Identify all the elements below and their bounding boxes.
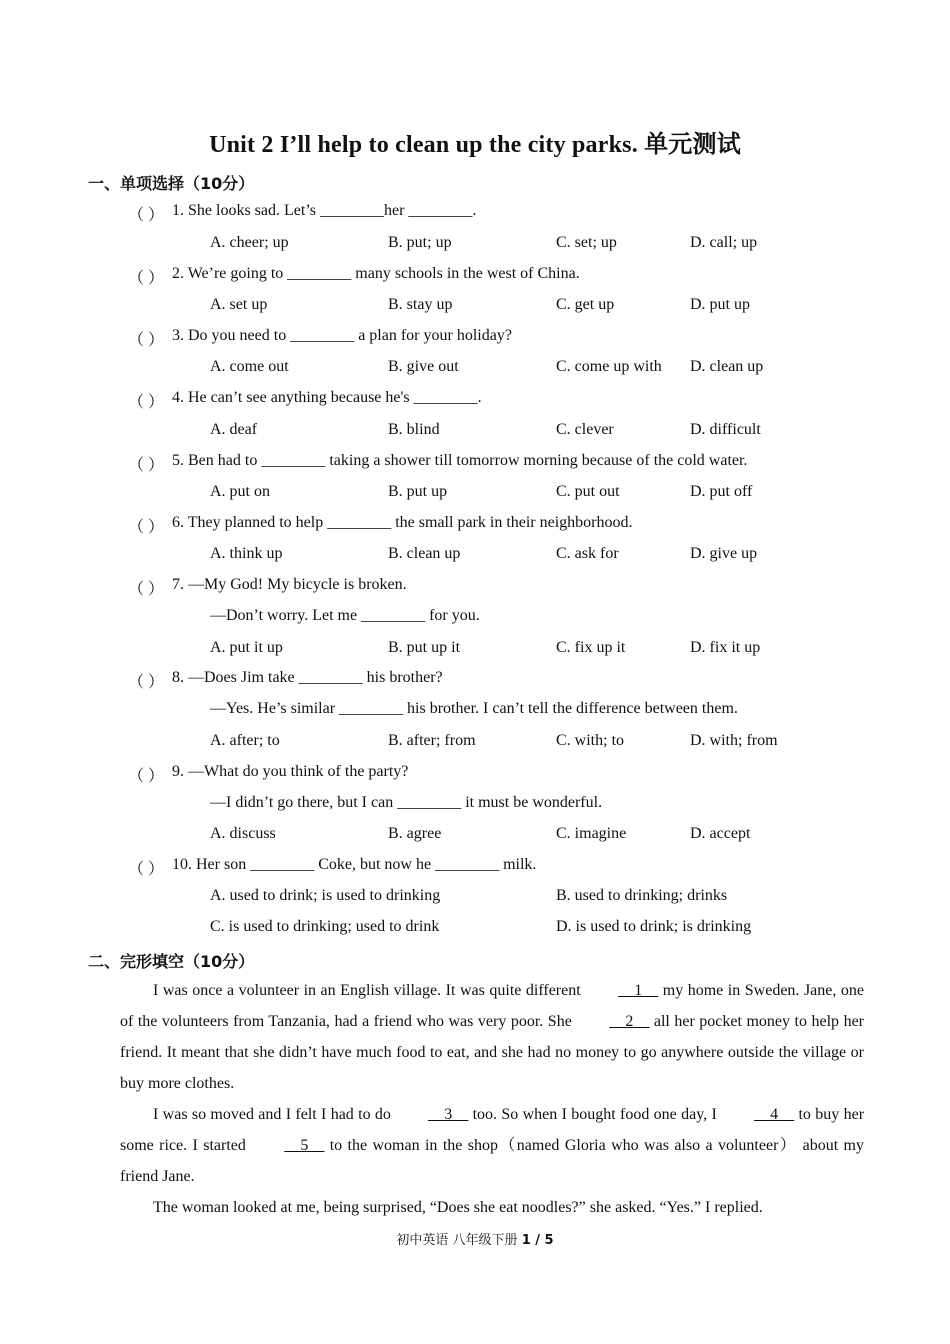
- question-stem: 1. She looks sad. Let’s ________her ________.: [172, 202, 477, 219]
- option-a: A. put on: [210, 483, 270, 500]
- option-a: A. cheer; up: [210, 234, 289, 251]
- question-stem-line2: —I didn’t go there, but I can ________ it must be wonderful.: [210, 794, 603, 811]
- footer-text: 初中英语 八年级下册: [396, 1233, 522, 1248]
- page-footer: [0, 1229, 950, 1248]
- question-stem: 8. —Does Jim take ________ his brother?: [172, 669, 443, 686]
- option-c: C. fix up it: [556, 639, 626, 656]
- option-b: B. clean up: [388, 545, 461, 562]
- answer-paren: （ ）: [128, 332, 165, 349]
- blank-3: __3__: [428, 1106, 469, 1123]
- question-stem: 10. Her son ________ Coke, but now he ________ milk.: [172, 856, 537, 873]
- answer-paren: （ ）: [128, 861, 165, 878]
- option-d: D. put off: [690, 483, 753, 500]
- answer-paren: （ ）: [128, 519, 165, 536]
- question-stem-line2: —Don’t worry. Let me ________ for you.: [210, 607, 480, 624]
- blank-5: __5__: [284, 1137, 325, 1154]
- option-b: B. put; up: [388, 234, 452, 251]
- option-a: A. think up: [210, 545, 283, 562]
- blank-4: __4__: [754, 1106, 795, 1123]
- option-d: D. difficult: [690, 421, 761, 438]
- cloze-paragraph-2: [120, 1099, 864, 1192]
- section-2-heading: 二、完形填空（10分）: [88, 952, 255, 971]
- answer-paren: （ ）: [128, 768, 165, 785]
- text-run: I was once a volunteer in an English village. It was quite different: [153, 982, 586, 999]
- text-run: I was so moved and I felt I had to do: [153, 1106, 396, 1123]
- option-b: B. agree: [388, 825, 442, 842]
- blank-1: __1__: [618, 982, 659, 999]
- option-b: B. put up it: [388, 639, 461, 656]
- option-b: B. used to drinking; drinks: [556, 887, 728, 904]
- question-stem: 5. Ben had to ________ taking a shower till tomorrow morning because of the cold water.: [172, 452, 748, 469]
- option-c: C. ask for: [556, 545, 619, 562]
- option-c: C. is used to drinking; used to drink: [210, 918, 440, 935]
- question-stem: 3. Do you need to ________ a plan for your holiday?: [172, 327, 512, 344]
- option-c: C. with; to: [556, 732, 625, 749]
- question-stem: 9. —What do you think of the party?: [172, 763, 409, 780]
- text-run: all her pocket money to help her friend. It meant that she didn’t have much food to eat, and she had no money to go anywhere outside the village or buy more clothes.: [120, 1013, 865, 1092]
- option-b: B. stay up: [388, 296, 453, 313]
- text-run: my home in Sweden. Jane, one of the volunteers from Tanzania, had a friend who was very poor. She: [120, 982, 865, 1030]
- option-d: D. give up: [690, 545, 758, 562]
- cloze-passage: [120, 975, 864, 1223]
- answer-paren: （ ）: [128, 394, 165, 411]
- option-a: A. come out: [210, 358, 289, 375]
- text-run: to buy her some rice. I started: [120, 1106, 865, 1154]
- option-a: A. after; to: [210, 732, 280, 749]
- option-c: C. come up with: [556, 358, 662, 375]
- question-stem: 7. —My God! My bicycle is broken.: [172, 576, 407, 593]
- option-a: A. deaf: [210, 421, 258, 438]
- question-stem: 2. We’re going to ________ many schools in the west of China.: [172, 265, 580, 282]
- option-a: A. discuss: [210, 825, 276, 842]
- option-b: B. put up: [388, 483, 448, 500]
- option-d: D. accept: [690, 825, 751, 842]
- cloze-paragraph-1: [120, 975, 864, 1099]
- option-a: A. used to drink; is used to drinking: [210, 887, 441, 904]
- answer-paren: （ ）: [128, 581, 165, 598]
- answer-paren: （ ）: [128, 270, 165, 287]
- option-a: A. set up: [210, 296, 268, 313]
- answer-paren: （ ）: [128, 457, 165, 474]
- cloze-paragraph-3: The woman looked at me, being surprised, “Does she eat noodles?” she asked. “Yes.” I replied.: [153, 1199, 763, 1216]
- option-c: C. get up: [556, 296, 615, 313]
- text-run: too. So when I bought food one day, I: [468, 1106, 722, 1123]
- question-stem: 6. They planned to help ________ the small park in their neighborhood.: [172, 514, 633, 531]
- option-d: D. is used to drink; is drinking: [556, 918, 752, 935]
- answer-paren: （ ）: [128, 207, 165, 224]
- option-d: D. with; from: [690, 732, 778, 749]
- text-run: to the woman in the shop（named Gloria who was also a volunteer） about my friend Jane.: [120, 1137, 864, 1185]
- option-b: B. blind: [388, 421, 440, 438]
- option-b: B. give out: [388, 358, 459, 375]
- option-b: B. after; from: [388, 732, 476, 749]
- answer-paren: （ ）: [128, 674, 165, 691]
- section-1-heading: 一、单项选择（10分）: [88, 174, 255, 193]
- option-d: D. call; up: [690, 234, 758, 251]
- option-d: D. clean up: [690, 358, 764, 375]
- option-c: C. imagine: [556, 825, 627, 842]
- option-d: D. put up: [690, 296, 750, 313]
- option-a: A. put it up: [210, 639, 283, 656]
- option-c: C. clever: [556, 421, 614, 438]
- blank-2: __2__: [609, 1013, 650, 1030]
- question-stem: 4. He can’t see anything because he's ________.: [172, 389, 482, 406]
- question-stem-line2: —Yes. He’s similar ________ his brother. I can’t tell the difference between them.: [210, 700, 738, 717]
- page-number: 1 / 5: [521, 1233, 554, 1248]
- page-title: Unit 2 I’ll help to clean up the city parks. 单元测试: [209, 132, 741, 158]
- option-c: C. put out: [556, 483, 620, 500]
- option-d: D. fix it up: [690, 639, 761, 656]
- option-c: C. set; up: [556, 234, 617, 251]
